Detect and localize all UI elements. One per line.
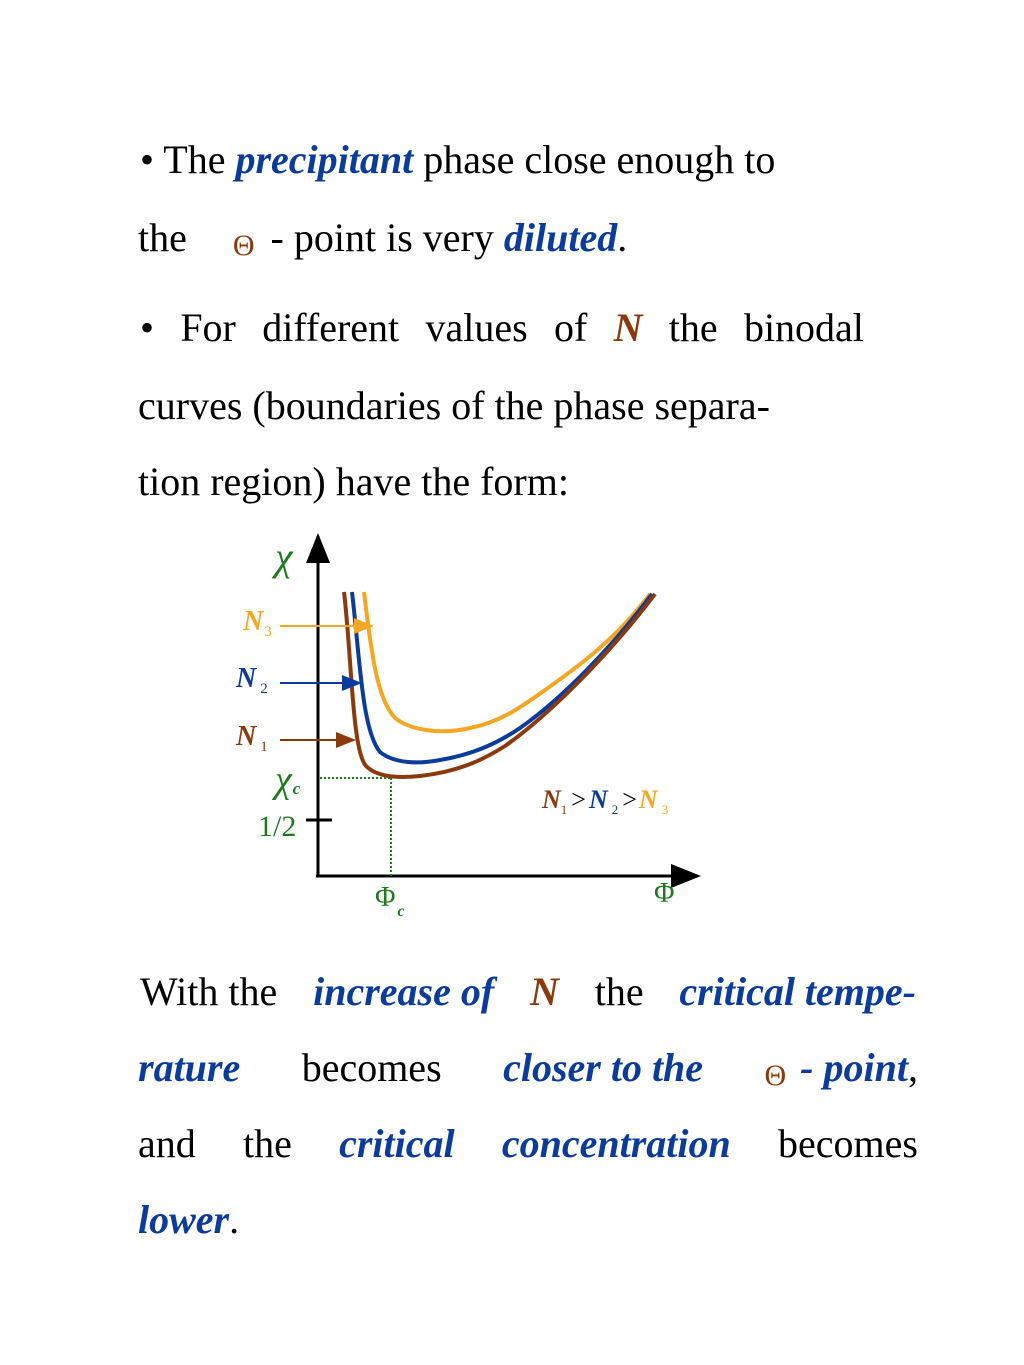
comma: , — [907, 1045, 918, 1090]
symbol-N: N — [613, 305, 643, 350]
theta-symbol: Θ — [764, 1059, 787, 1092]
para3-line1 — [140, 969, 916, 1014]
text: The — [163, 137, 226, 182]
text: the — [243, 1121, 292, 1166]
emphasis-point: - point — [800, 1045, 908, 1090]
label-n1: N $_1$ — [236, 721, 268, 755]
period: . — [229, 1197, 240, 1242]
emphasis-increase-of: increase of — [313, 969, 495, 1014]
label-n3: $N_3$ — [243, 606, 272, 640]
para3-line2 — [138, 1045, 918, 1092]
x-axis-label: Φ — [654, 878, 675, 909]
emphasis-critical: critical — [339, 1121, 455, 1166]
para3-line4 — [138, 1197, 240, 1242]
phi-c-label: Φ $_c$ — [375, 882, 405, 920]
emphasis-concentration: concentration — [501, 1121, 731, 1166]
half-label: 1/2 — [258, 810, 297, 843]
word: values — [425, 305, 528, 350]
text: becomes — [301, 1045, 442, 1090]
word: different — [262, 305, 400, 350]
y-axis-label: χ — [275, 534, 293, 579]
text: becomes — [778, 1121, 918, 1166]
emphasis-diluted: diluted — [503, 215, 618, 260]
text: the — [138, 215, 187, 260]
bullet: • — [140, 305, 155, 350]
text: tion region) have the form: — [138, 459, 569, 504]
text: and — [138, 1121, 196, 1166]
word: of — [553, 305, 588, 350]
chi-c-label: χc — [275, 759, 301, 801]
emphasis-precipitant: precipitant — [235, 137, 414, 182]
word: the — [668, 305, 718, 350]
binodal-curve-n2 — [352, 592, 652, 762]
emphasis-closer-to-the: closer to the — [503, 1045, 704, 1090]
theta-symbol: Θ — [232, 229, 255, 262]
word: For — [180, 305, 236, 350]
text: the — [594, 969, 644, 1014]
emphasis-critical-temperature: critical tempe- — [679, 969, 916, 1014]
period: . — [617, 215, 628, 260]
label-n2: N $_2$ — [236, 663, 268, 697]
text: - point is very — [270, 215, 494, 260]
text: phase close enough to — [423, 137, 776, 182]
text: curves (boundaries of the phase separa- — [138, 383, 770, 428]
bullet: • — [140, 137, 155, 182]
relation-label: $N_1 > N$ $_2$ >N $_3$ — [542, 785, 669, 817]
text: With the — [140, 969, 278, 1014]
emphasis-lower: lower — [138, 1197, 230, 1242]
emphasis-rature: rature — [138, 1045, 241, 1090]
binodal-curve-n1 — [344, 592, 655, 777]
symbol-N: N — [529, 969, 559, 1014]
para3-line3 — [138, 1121, 918, 1166]
binodal-curve-n3 — [364, 592, 650, 731]
word: binodal — [743, 305, 864, 350]
